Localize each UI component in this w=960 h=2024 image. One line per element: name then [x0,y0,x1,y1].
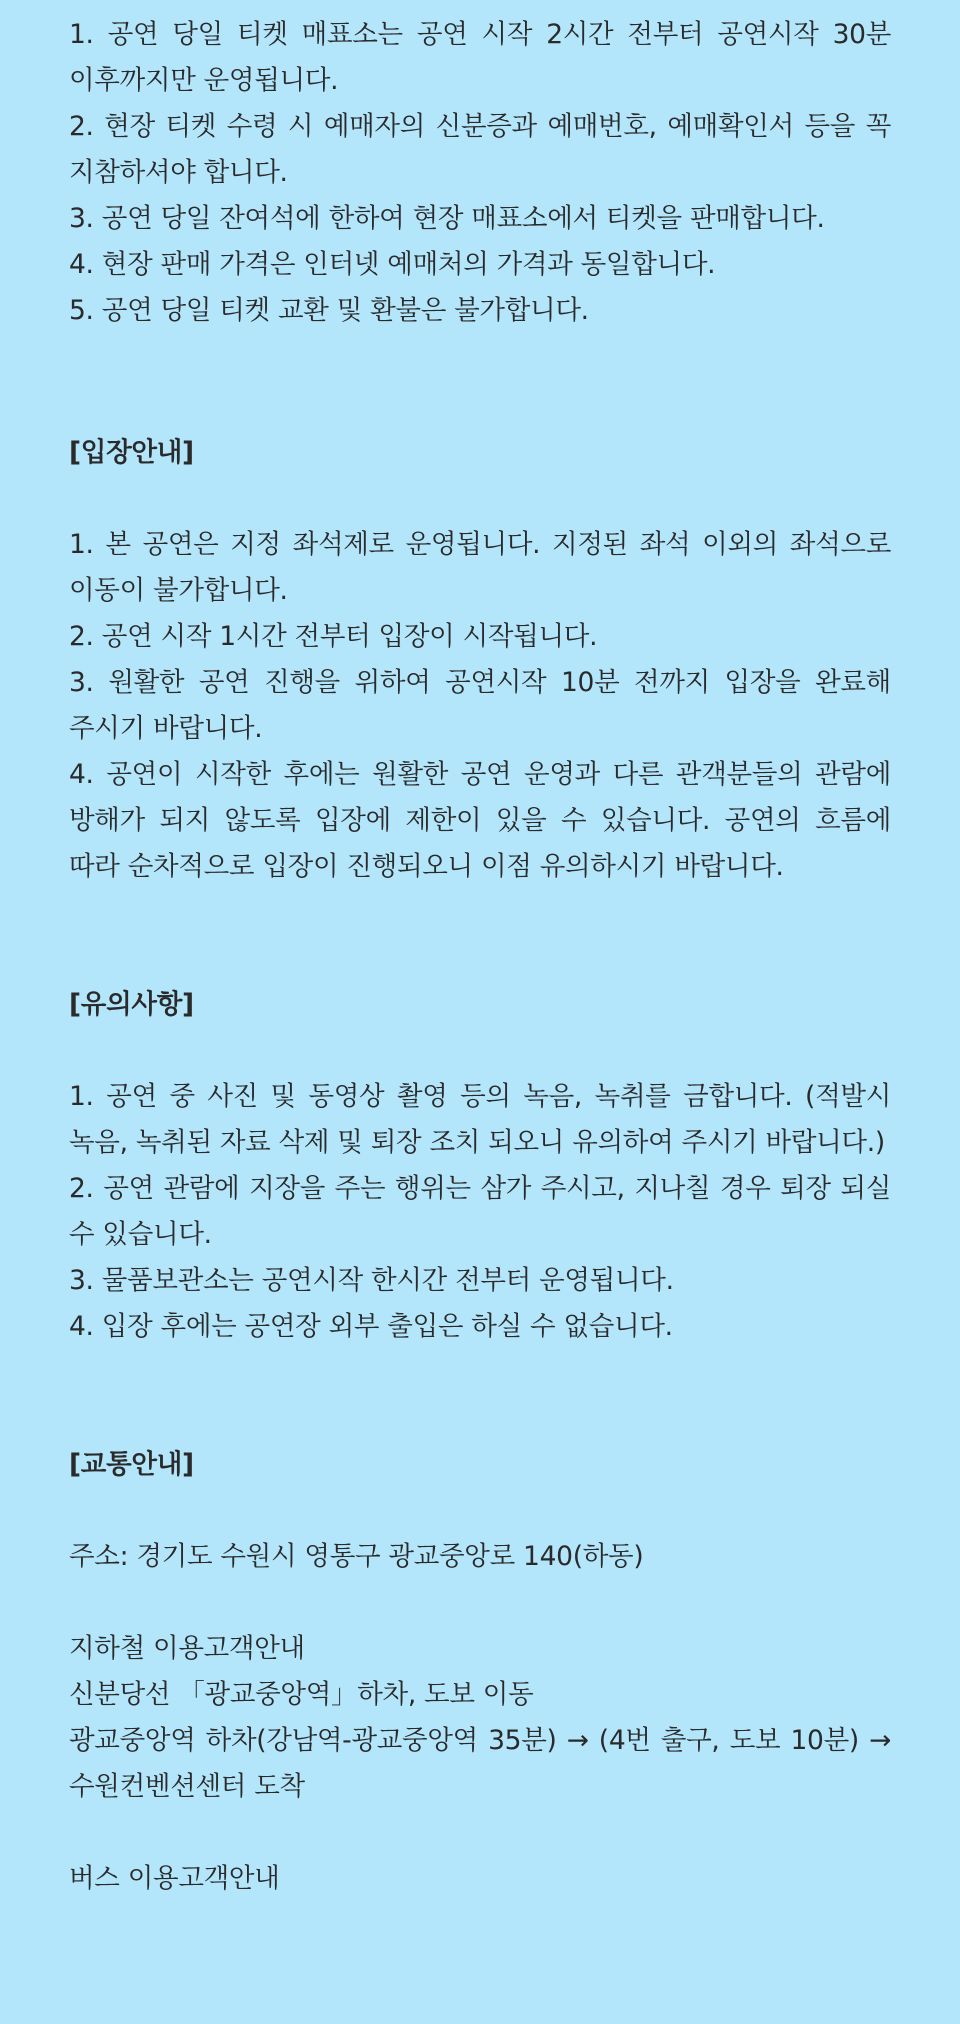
admission-section [69,430,891,890]
ticket-notice-item-4: 4. 현장 판매 가격은 인터넷 예매처의 가격과 동일합니다. [69,249,716,280]
subway-guide [69,1626,891,1810]
admission-item-1: 1. 본 공연은 지정 좌석제로 운영됩니다. 지정된 좌석 이외의 좌석으로 이동이 불가합니다. [69,529,891,606]
caution-item-4: 4. 입장 후에는 공연장 외부 출입은 하실 수 없습니다. [69,1311,673,1342]
subway-guide-line-1: 신분당선 「광교중앙역」하차, 도보 이동 [69,1679,534,1710]
caution-item-3: 3. 물품보관소는 공연시작 한시간 전부터 운영됩니다. [69,1265,674,1296]
ticket-notice-section [69,0,891,334]
admission-item-3: 3. 원활한 공연 진행을 위하여 공연시작 10분 전까지 입장을 완료해 주시기 바랍니다. [69,667,891,744]
ticket-notice-item-2: 2. 현장 티켓 수령 시 예매자의 신분증과 예매번호, 예매확인서 등을 꼭 지참하셔야 합니다. [69,111,891,188]
bus-guide-title: 버스 이용고객안내 [69,1863,280,1894]
admission-title: [입장안내] [69,437,194,468]
admission-list [69,522,891,890]
subway-guide-line-2: 광교중앙역 하차(강남역-광교중앙역 35분) → (4번 출구, 도보 10분) → 수원컨벤션센터 도착 [69,1725,891,1802]
caution-section [69,982,891,1350]
caution-title: [유의사항] [69,989,194,1020]
admission-item-2: 2. 공연 시작 1시간 전부터 입장이 시작됩니다. [69,621,598,652]
ticket-notice-item-3: 3. 공연 당일 잔여석에 한하여 현장 매표소에서 티켓을 판매합니다. [69,203,825,234]
subway-guide-title: 지하철 이용고객안내 [69,1633,305,1664]
caution-list [69,1074,891,1350]
transport-section [69,1442,891,1902]
caution-item-1: 1. 공연 중 사진 및 동영상 촬영 등의 녹음, 녹취를 금합니다. (적발시 녹음, 녹취된 자료 삭제 및 퇴장 조치 되오니 유의하여 주시기 바랍니다.) [69,1081,891,1158]
caution-item-2: 2. 공연 관람에 지장을 주는 행위는 삼가 주시고, 지나칠 경우 퇴장 되실 수 있습니다. [69,1173,891,1250]
ticket-notice-item-5: 5. 공연 당일 티켓 교환 및 환불은 불가합니다. [69,295,589,326]
address-text: 주소: 경기도 수원시 영통구 광교중앙로 140(하동) [69,1541,644,1572]
bus-guide [69,1856,891,1902]
transport-title: [교통안내] [69,1449,194,1480]
admission-item-4: 4. 공연이 시작한 후에는 원활한 공연 운영과 다른 관객분들의 관람에 방해가 되지 않도록 입장에 제한이 있을 수 있습니다. 공연의 흐름에 따라 순차적으로 입장이 진행되오니 이점 유의하시기 바랍니다. [69,759,891,882]
ticket-notice-item-1: 1. 공연 당일 티켓 매표소는 공연 시작 2시간 전부터 공연시작 30분 이후까지만 운영됩니다. [69,19,891,96]
